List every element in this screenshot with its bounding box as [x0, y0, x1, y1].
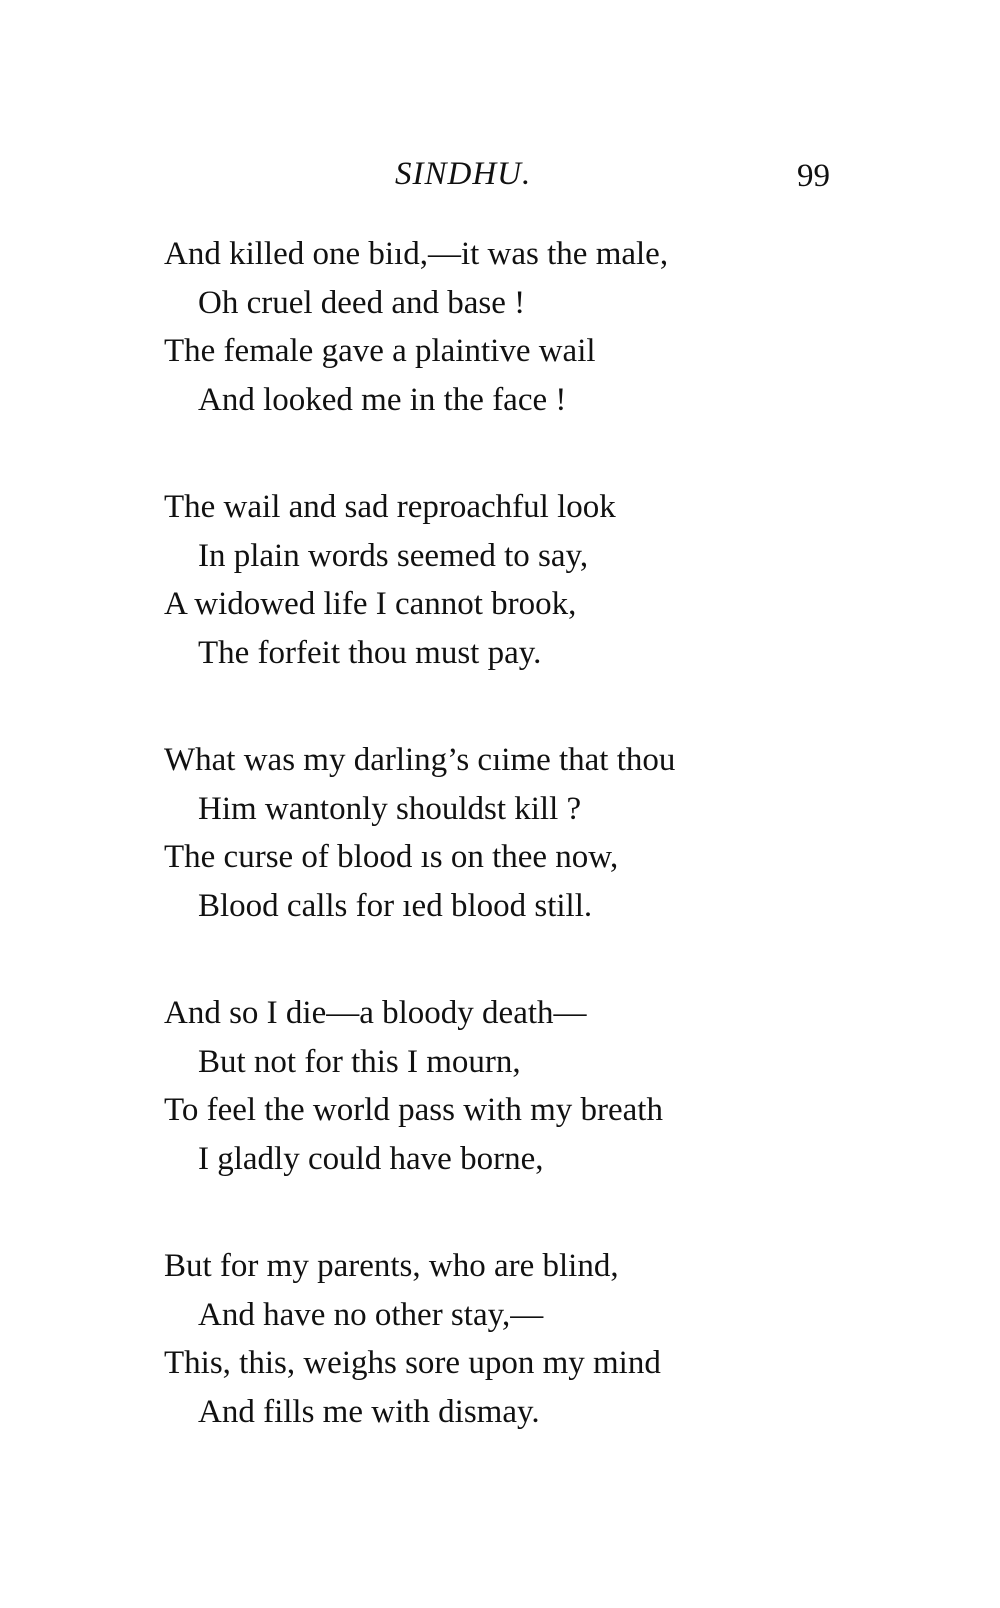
stanza-1: [164, 230, 884, 424]
stanza-4: [164, 989, 884, 1183]
poem-line: What was my darling’s cıime that thou: [164, 742, 676, 778]
poem-line: But not for this I mourn,: [198, 1043, 521, 1080]
poem-line: A widowed life I cannot brook,: [164, 586, 577, 622]
running-title: SINDHU.: [395, 156, 532, 192]
poem-line: And killed one biıd,—it was the male,: [164, 236, 669, 272]
poem-line: The wail and sad reproachful look: [164, 489, 616, 525]
poem-line: And so I die—a bloody death—: [164, 995, 587, 1031]
poem-line: The curse of blood ıs on thee now,: [164, 839, 619, 875]
stanza-3: [164, 736, 884, 930]
poem-line: Blood calls for ıed blood still.: [198, 887, 593, 924]
poem-line: To feel the world pass with my breath: [164, 1092, 663, 1128]
poem-body: [164, 230, 884, 1495]
stanza-5: [164, 1242, 884, 1436]
poem-line: This, this, weighs sore upon my mind: [164, 1345, 661, 1381]
running-head: [0, 156, 1000, 206]
poem-line: Him wantonly shouldst kill ?: [198, 790, 582, 827]
stanza-2: [164, 483, 884, 677]
poem-line: In plain words seemed to say,: [198, 537, 589, 574]
poem-line: I gladly could have borne,: [198, 1140, 544, 1177]
poem-line: And fills me with dismay.: [198, 1393, 540, 1430]
poem-line: Oh cruel deed and base !: [198, 284, 526, 321]
poem-line: The female gave a plaintive wail: [164, 333, 596, 369]
page-number: 99: [797, 158, 830, 194]
poem-line: And looked me in the face !: [198, 381, 567, 418]
poem-line: The forfeit thou must pay.: [198, 634, 542, 671]
poem-line: But for my parents, who are blind,: [164, 1248, 619, 1284]
poem-line: And have no other stay,—: [198, 1296, 544, 1333]
